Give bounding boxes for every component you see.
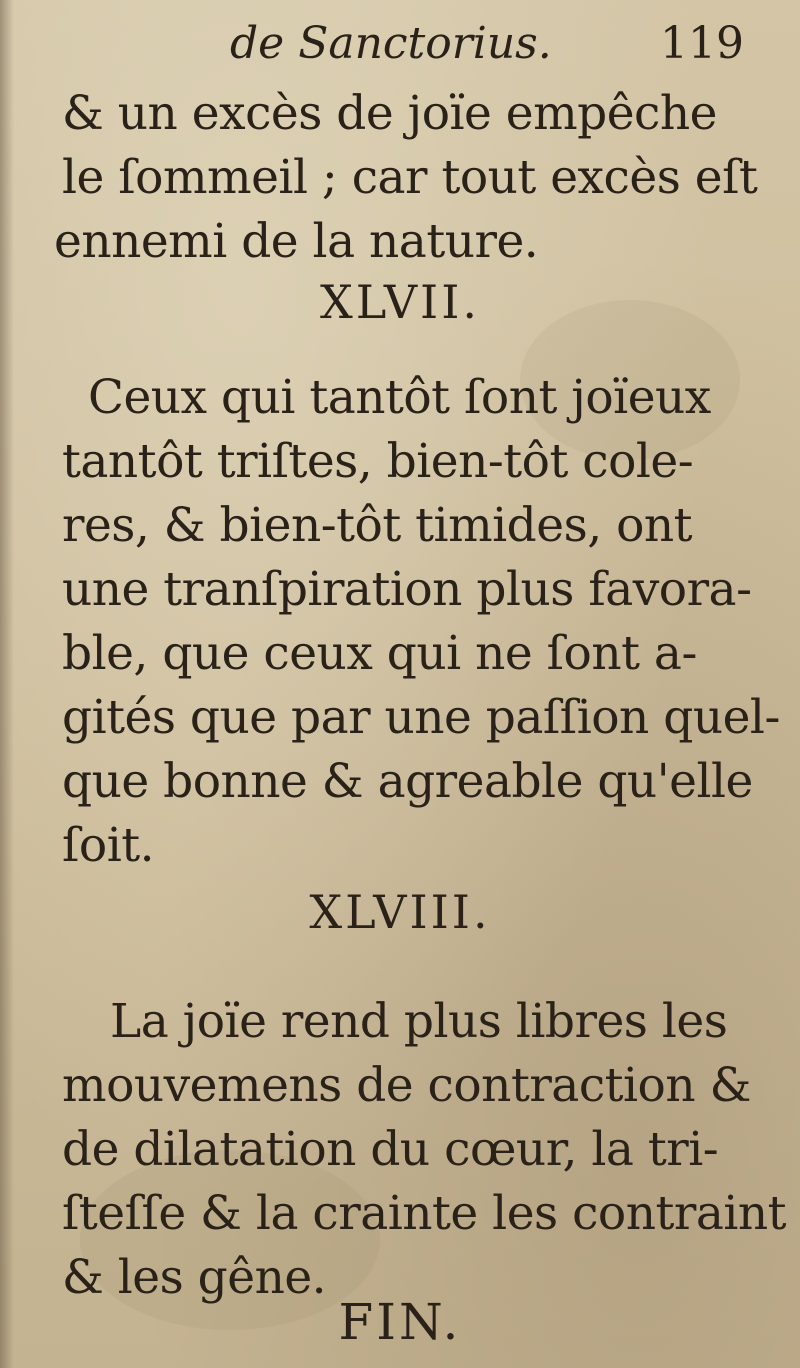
text-line: ſteſſe & la crainte les contraint (62, 1186, 787, 1241)
end-mark: FIN. (338, 1293, 462, 1351)
text-line: Ceux qui tantôt ſont joïeux (88, 370, 711, 425)
text-line: gités que par une paſſion quel- (62, 690, 780, 745)
text-line: La joïe rend plus libres les (110, 994, 728, 1049)
running-head (230, 14, 744, 74)
text-line: & un excès de joïe empêche (62, 86, 717, 141)
section-paragraph-xlvii (54, 366, 780, 878)
text-line: ble, que ceux qui ne ſont a- (62, 626, 697, 681)
page-edge-shadow (0, 0, 14, 1368)
text-line: ennemi de la nature. (54, 214, 539, 269)
text-line: ſoit. (62, 818, 155, 873)
text-line: tantôt triſtes, bien-tôt cole- (62, 434, 694, 489)
text-line: res, & bien-tôt timides, ont (62, 498, 693, 553)
text-line: & les gêne. (62, 1250, 327, 1305)
section-paragraph-xlviii (54, 990, 787, 1310)
section-heading-xlvii: XLVII. (319, 275, 481, 329)
text-line: que bonne & agreable qu'elle (62, 754, 753, 809)
text-line: mouvemens de contraction & (62, 1058, 751, 1113)
text-line: le ſommeil ; car tout excès eſt (62, 150, 758, 205)
continuation-paragraph (54, 82, 758, 274)
running-title: de Sanctorius. (230, 18, 552, 69)
page-number: 119 (660, 18, 744, 69)
section-heading-xlviii: XLVIII. (309, 885, 491, 939)
text-line: une tranſpiration plus favora- (62, 562, 752, 617)
text-line: de dilatation du cœur, la tri- (62, 1122, 719, 1177)
